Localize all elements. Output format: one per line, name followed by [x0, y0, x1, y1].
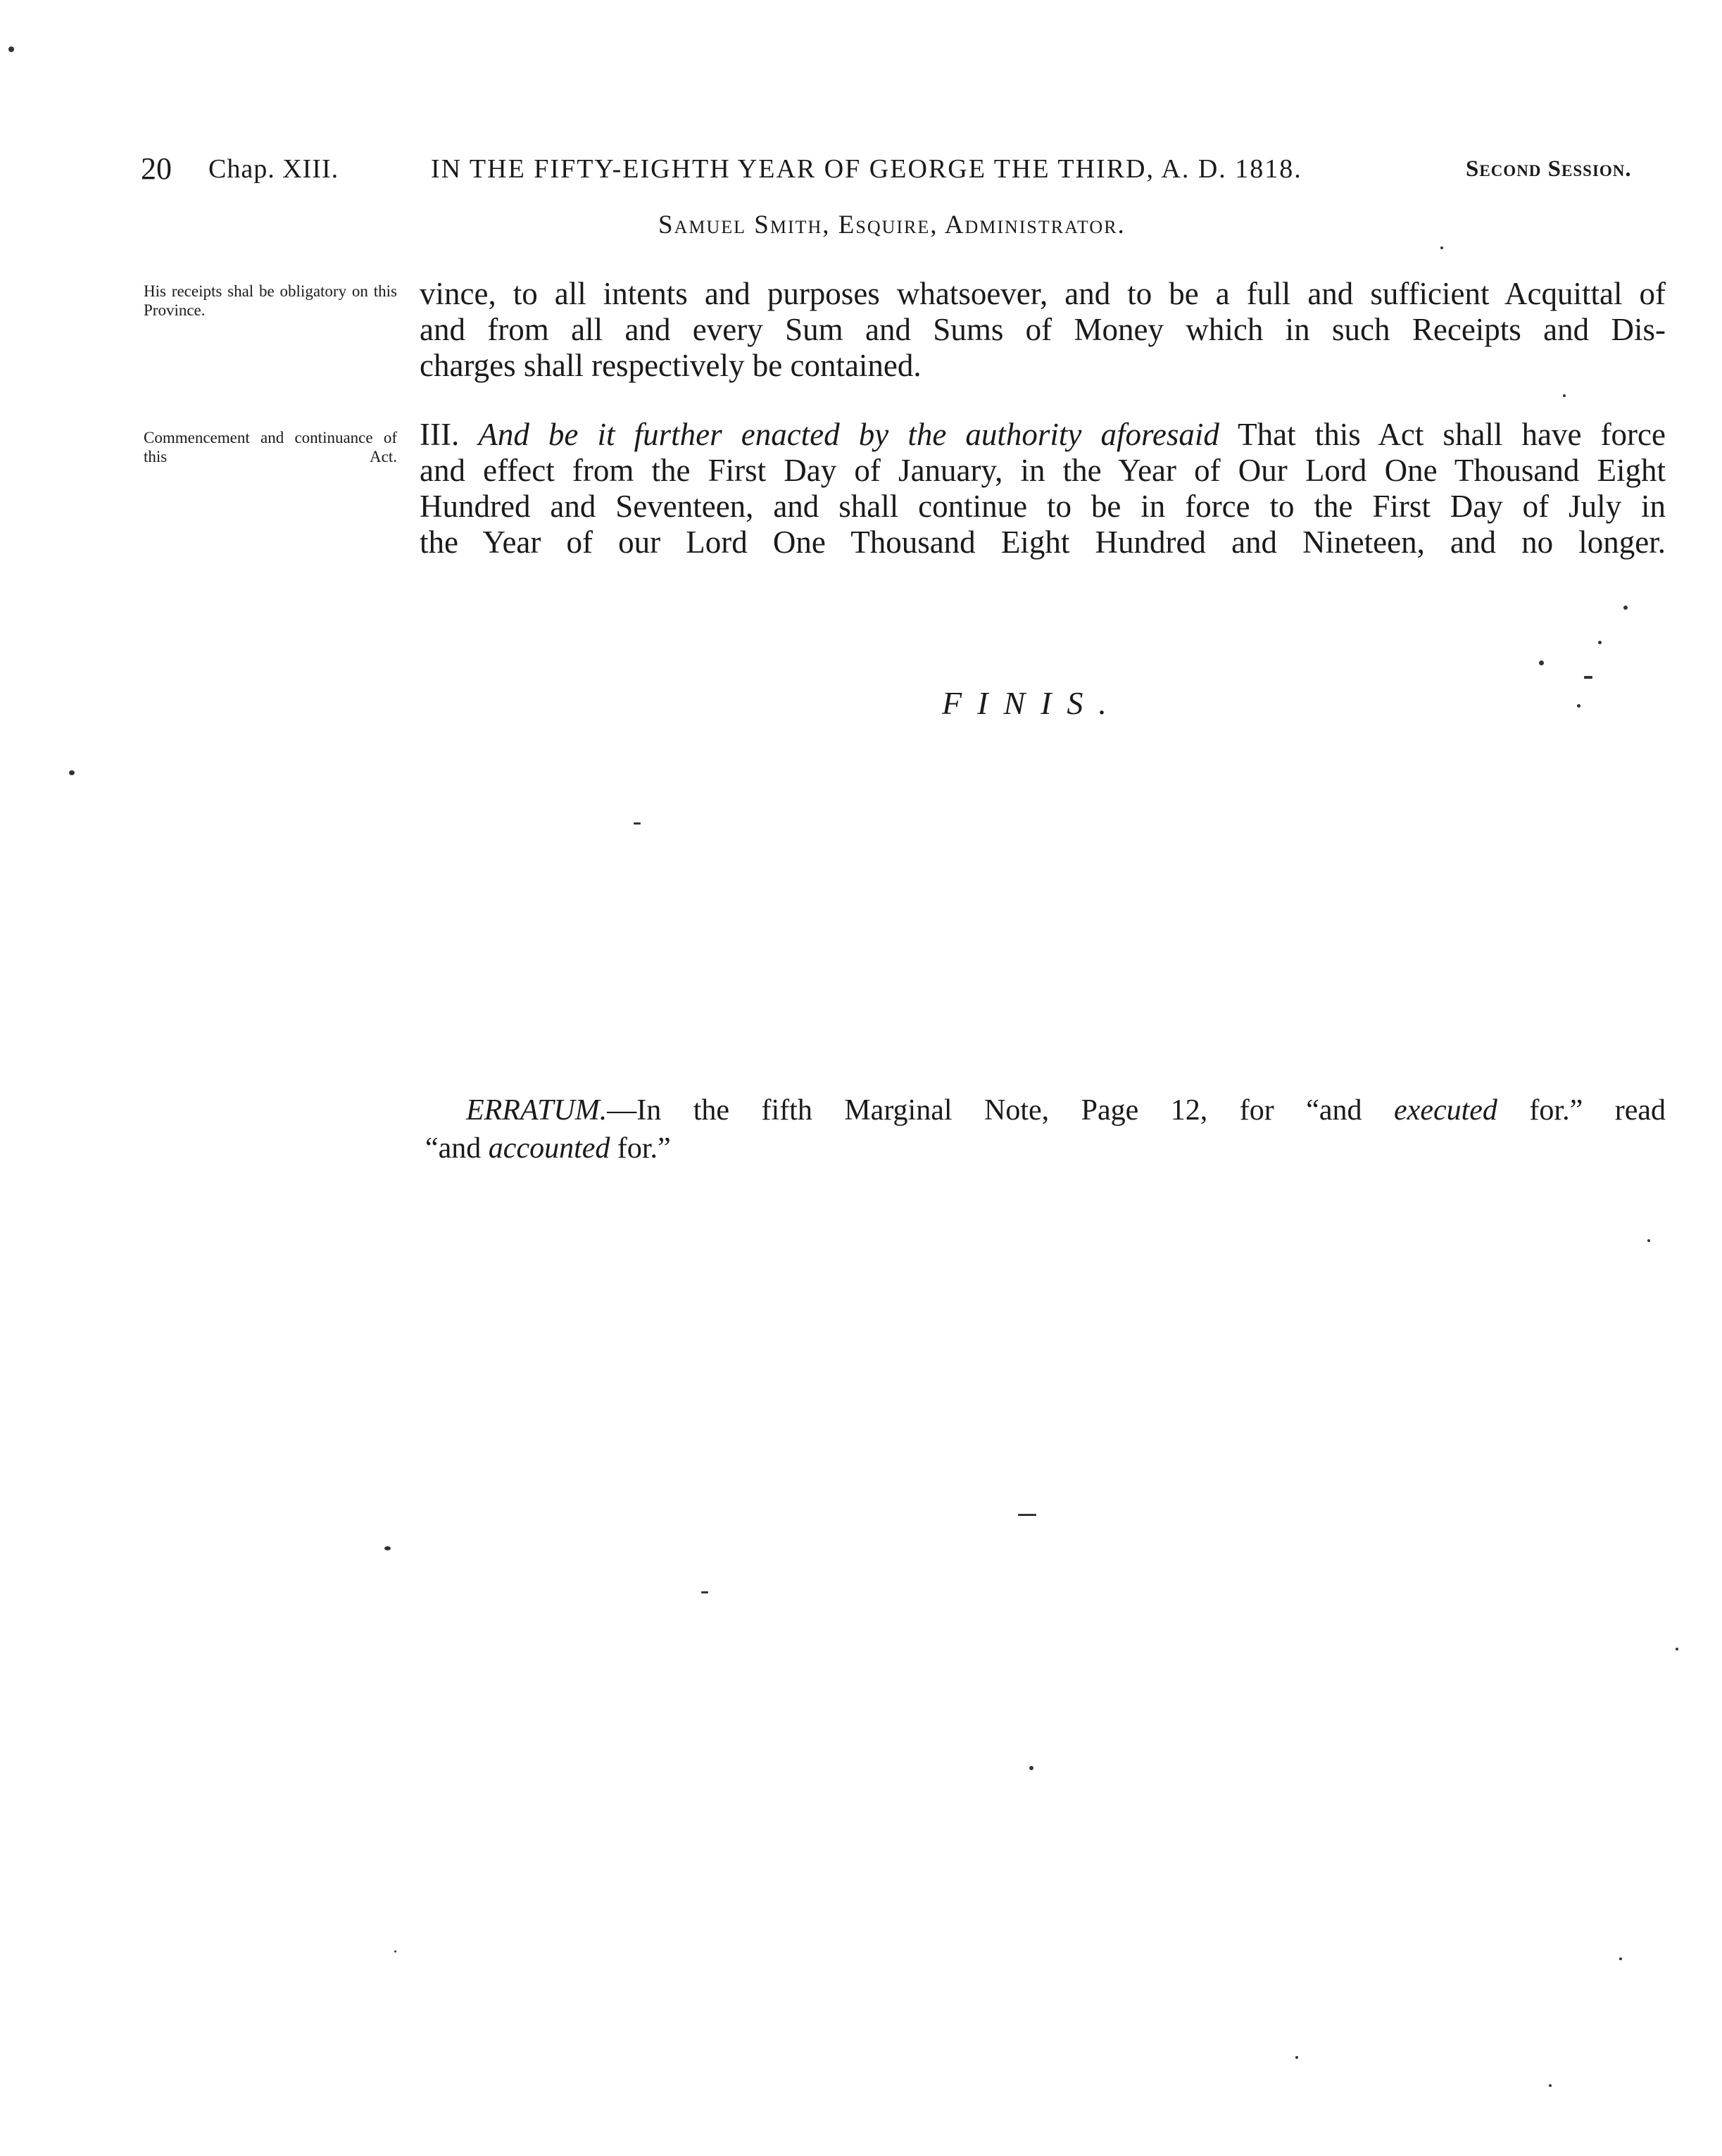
scan-speck [1029, 1766, 1033, 1770]
erratum-label: ERRATUM. [466, 1094, 608, 1127]
scan-speck [394, 1950, 396, 1953]
scan-speck [1295, 2056, 1298, 2059]
section-number: III. [420, 417, 460, 452]
scan-speck [384, 1546, 391, 1550]
text-line [420, 417, 1666, 453]
scan-speck [701, 1591, 708, 1593]
session-label: Second Session. [1466, 156, 1632, 182]
erratum-read: read [1614, 1094, 1666, 1127]
paragraph-receipts [420, 276, 1666, 384]
administrator-line: Samuel Smith, Esquire, Administrator. [658, 211, 1126, 239]
margin-note-commencement: Commencement and continuance of this Act. [144, 429, 397, 465]
text-fragment: That this Act shall have force [1219, 417, 1666, 452]
erratum-quote-open: “and [425, 1132, 489, 1165]
text-line: vince, to all intents and purposes whatsoever, and to be a full and sufficient Acquittal of [420, 276, 1666, 311]
erratum-quote-close: for.” [610, 1132, 671, 1165]
scan-speck [1018, 1514, 1036, 1516]
text-line: and from all and every Sum and Sums of Money which in such Receipts and Dis- [420, 312, 1666, 347]
scan-speck [1598, 641, 1602, 644]
scan-speck [1563, 394, 1566, 397]
erratum-text: —In the fifth Marginal Note, Page 12, for [607, 1094, 1307, 1127]
running-title: IN THE FIFTY-EIGHTH YEAR OF GEORGE THE THIRD, A. D. 1818. [431, 154, 1302, 184]
paragraph-section-iii [420, 417, 1666, 560]
scan-speck [1549, 2084, 1552, 2087]
scan-speck [1647, 1239, 1650, 1242]
scan-speck [1584, 676, 1592, 679]
erratum-line-1 [466, 1093, 1666, 1128]
scan-speck [1619, 1957, 1622, 1960]
scan-speck [1539, 660, 1544, 665]
scan-speck [1676, 1648, 1678, 1650]
text-line: the Year of our Lord One Thousand Eight Hundred and Nineteen, and no longer. [420, 525, 1666, 560]
finis: FINIS. [942, 685, 1122, 721]
scan-speck [69, 770, 75, 775]
scan-speck [1577, 704, 1580, 708]
erratum-quote-open: “and [1306, 1094, 1395, 1127]
scan-speck [1440, 246, 1443, 249]
scan-speck [8, 46, 14, 52]
erratum-wrong-word: executed [1394, 1094, 1497, 1127]
margin-note-receipts: His receipts shal be obligatory on this Province. [144, 282, 397, 319]
scan-speck [1623, 606, 1628, 610]
page-number: 20 [141, 151, 172, 186]
text-line: Hundred and Seventeen, and shall continue to be in force to the First Day of July in [420, 489, 1666, 524]
enacting-clause: And be it further enacted by the authority aforesaid [478, 417, 1219, 452]
text-line: and effect from the First Day of January, in the Year of Our Lord One Thousand Eight [420, 453, 1666, 488]
scan-speck [634, 822, 641, 825]
chapter-label: Chap. XIII. [208, 154, 339, 184]
erratum-right-word: accounted [488, 1132, 610, 1165]
erratum-line-2 [425, 1131, 671, 1166]
erratum-quote-close: for.” [1497, 1094, 1583, 1127]
text-line: charges shall respectively be contained. [420, 348, 922, 383]
